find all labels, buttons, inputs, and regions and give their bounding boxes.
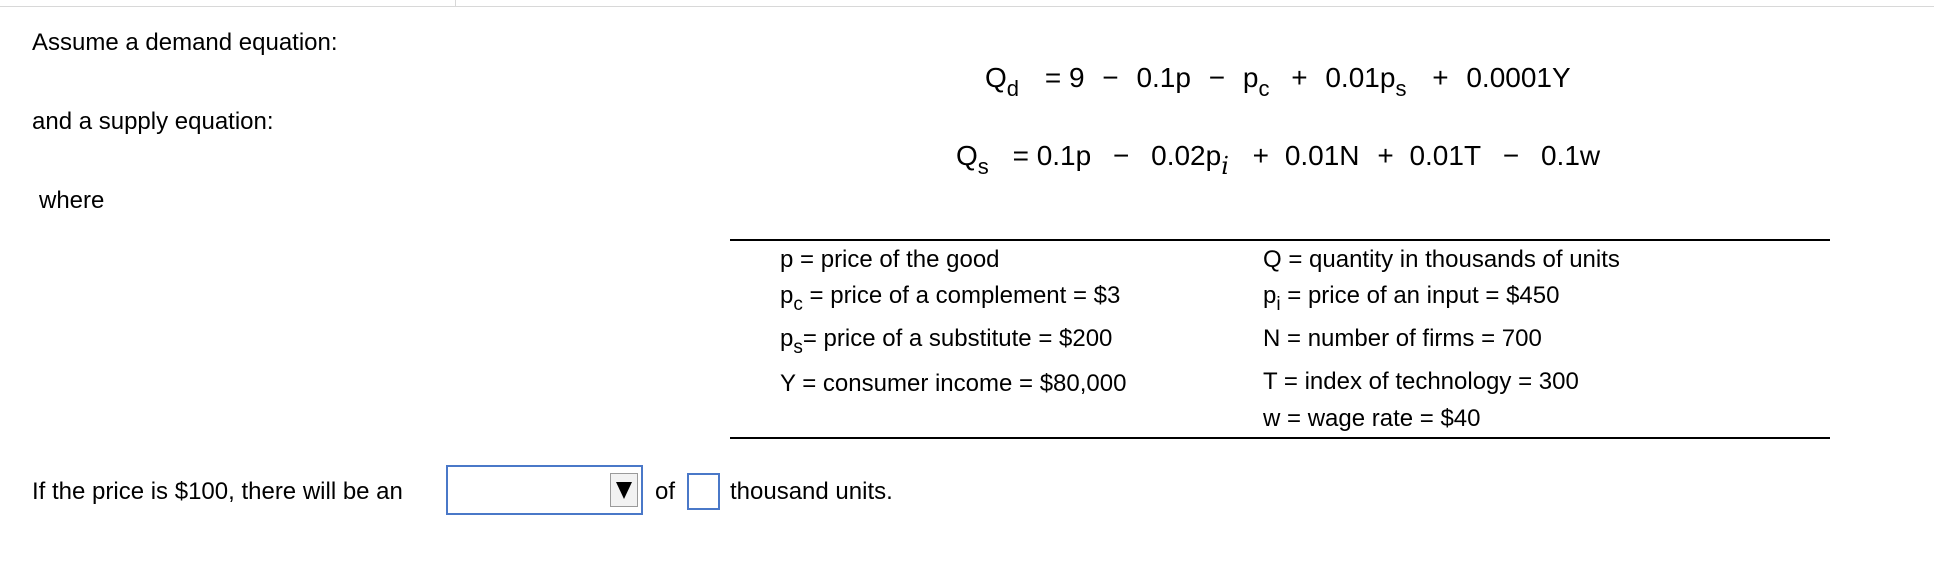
definition-symbol: N <box>1263 325 1281 352</box>
demand-term: 0.1p <box>1136 62 1191 93</box>
definition-text: = price of an input = $450 <box>1287 282 1560 309</box>
definition-subscript: i <box>1276 294 1281 315</box>
supply-operator: + <box>1377 140 1394 171</box>
definition-symbol: p <box>780 246 794 273</box>
demand-lhs: Q <box>985 62 1007 93</box>
definition-text: = consumer income = $80,000 <box>802 370 1127 397</box>
shortage-surplus-dropdown[interactable] <box>446 465 643 515</box>
demand-term-subscript: c <box>1258 76 1270 101</box>
demand-term: p <box>1242 62 1259 93</box>
definition-symbol: Y <box>780 370 796 397</box>
question-suffix: thousand units. <box>730 478 893 505</box>
definition-item <box>780 282 1121 315</box>
demand-term: = 9 <box>1044 62 1085 93</box>
definition-item <box>780 248 1000 272</box>
definition-symbol: T <box>1263 368 1278 395</box>
definition-subscript: s <box>793 337 803 358</box>
question-prefix: If the price is $100, there will be an <box>32 478 403 505</box>
supply-lhs: Q <box>956 140 978 171</box>
supply-term: 0.02p <box>1151 140 1222 171</box>
demand-term: 0.0001Y <box>1466 62 1571 93</box>
definition-symbol: w <box>1263 405 1281 432</box>
demand-lhs-subscript: d <box>1006 76 1020 101</box>
demand-operator: + <box>1432 62 1449 93</box>
definition-text: = quantity in thousands of units <box>1288 246 1620 273</box>
supply-lhs-subscript: s <box>977 154 989 179</box>
definition-text: = price of a complement = $3 <box>809 282 1121 309</box>
supply-term-subscript: i <box>1221 152 1229 180</box>
demand-term-subscript: s <box>1395 76 1407 101</box>
supply-operator: − <box>1112 140 1130 171</box>
supply-equation <box>956 140 1601 180</box>
chevron-down-icon <box>616 482 632 499</box>
where-label: where <box>39 187 105 214</box>
definition-symbol: p <box>1263 282 1277 309</box>
definition-symbol: p <box>780 325 794 352</box>
definition-item <box>780 325 1113 358</box>
top-divider-tick <box>455 0 456 6</box>
definition-symbol: p <box>780 282 794 309</box>
definition-item <box>1263 407 1481 431</box>
table-top-rule <box>730 239 1830 241</box>
supply-intro-label: and a supply equation: <box>32 108 274 135</box>
demand-operator: − <box>1102 62 1119 93</box>
definition-text: = price of a substitute = $200 <box>802 325 1113 352</box>
definition-text: = number of firms = 700 <box>1287 325 1542 352</box>
of-label: of <box>655 478 676 505</box>
definition-text: = wage rate = $40 <box>1287 405 1481 432</box>
supply-term: 0.1w <box>1540 140 1601 171</box>
quantity-answer-input[interactable] <box>687 473 720 510</box>
definition-item <box>780 372 1126 396</box>
supply-term: 0.01N <box>1284 140 1360 171</box>
dropdown-arrow-button[interactable] <box>610 473 638 507</box>
supply-term: = 0.1p <box>1012 140 1092 171</box>
top-divider <box>0 6 1934 7</box>
definition-text: = price of the good <box>800 246 1000 273</box>
supply-term: 0.01T <box>1409 140 1482 171</box>
demand-term: 0.01p <box>1325 62 1396 93</box>
definition-text: = index of technology = 300 <box>1283 368 1579 395</box>
supply-operator: − <box>1502 140 1520 171</box>
definition-symbol: Q <box>1263 246 1282 273</box>
definition-item <box>1263 282 1560 315</box>
supply-operator: + <box>1252 140 1270 171</box>
table-bottom-rule <box>730 437 1830 439</box>
demand-equation <box>985 62 1571 101</box>
definition-subscript: c <box>793 294 803 315</box>
definition-item <box>1263 248 1620 272</box>
demand-intro-label: Assume a demand equation: <box>32 29 338 56</box>
demand-operator: + <box>1291 62 1308 93</box>
definition-item <box>1263 327 1542 351</box>
demand-operator: − <box>1208 62 1226 93</box>
definition-item <box>1263 370 1579 394</box>
